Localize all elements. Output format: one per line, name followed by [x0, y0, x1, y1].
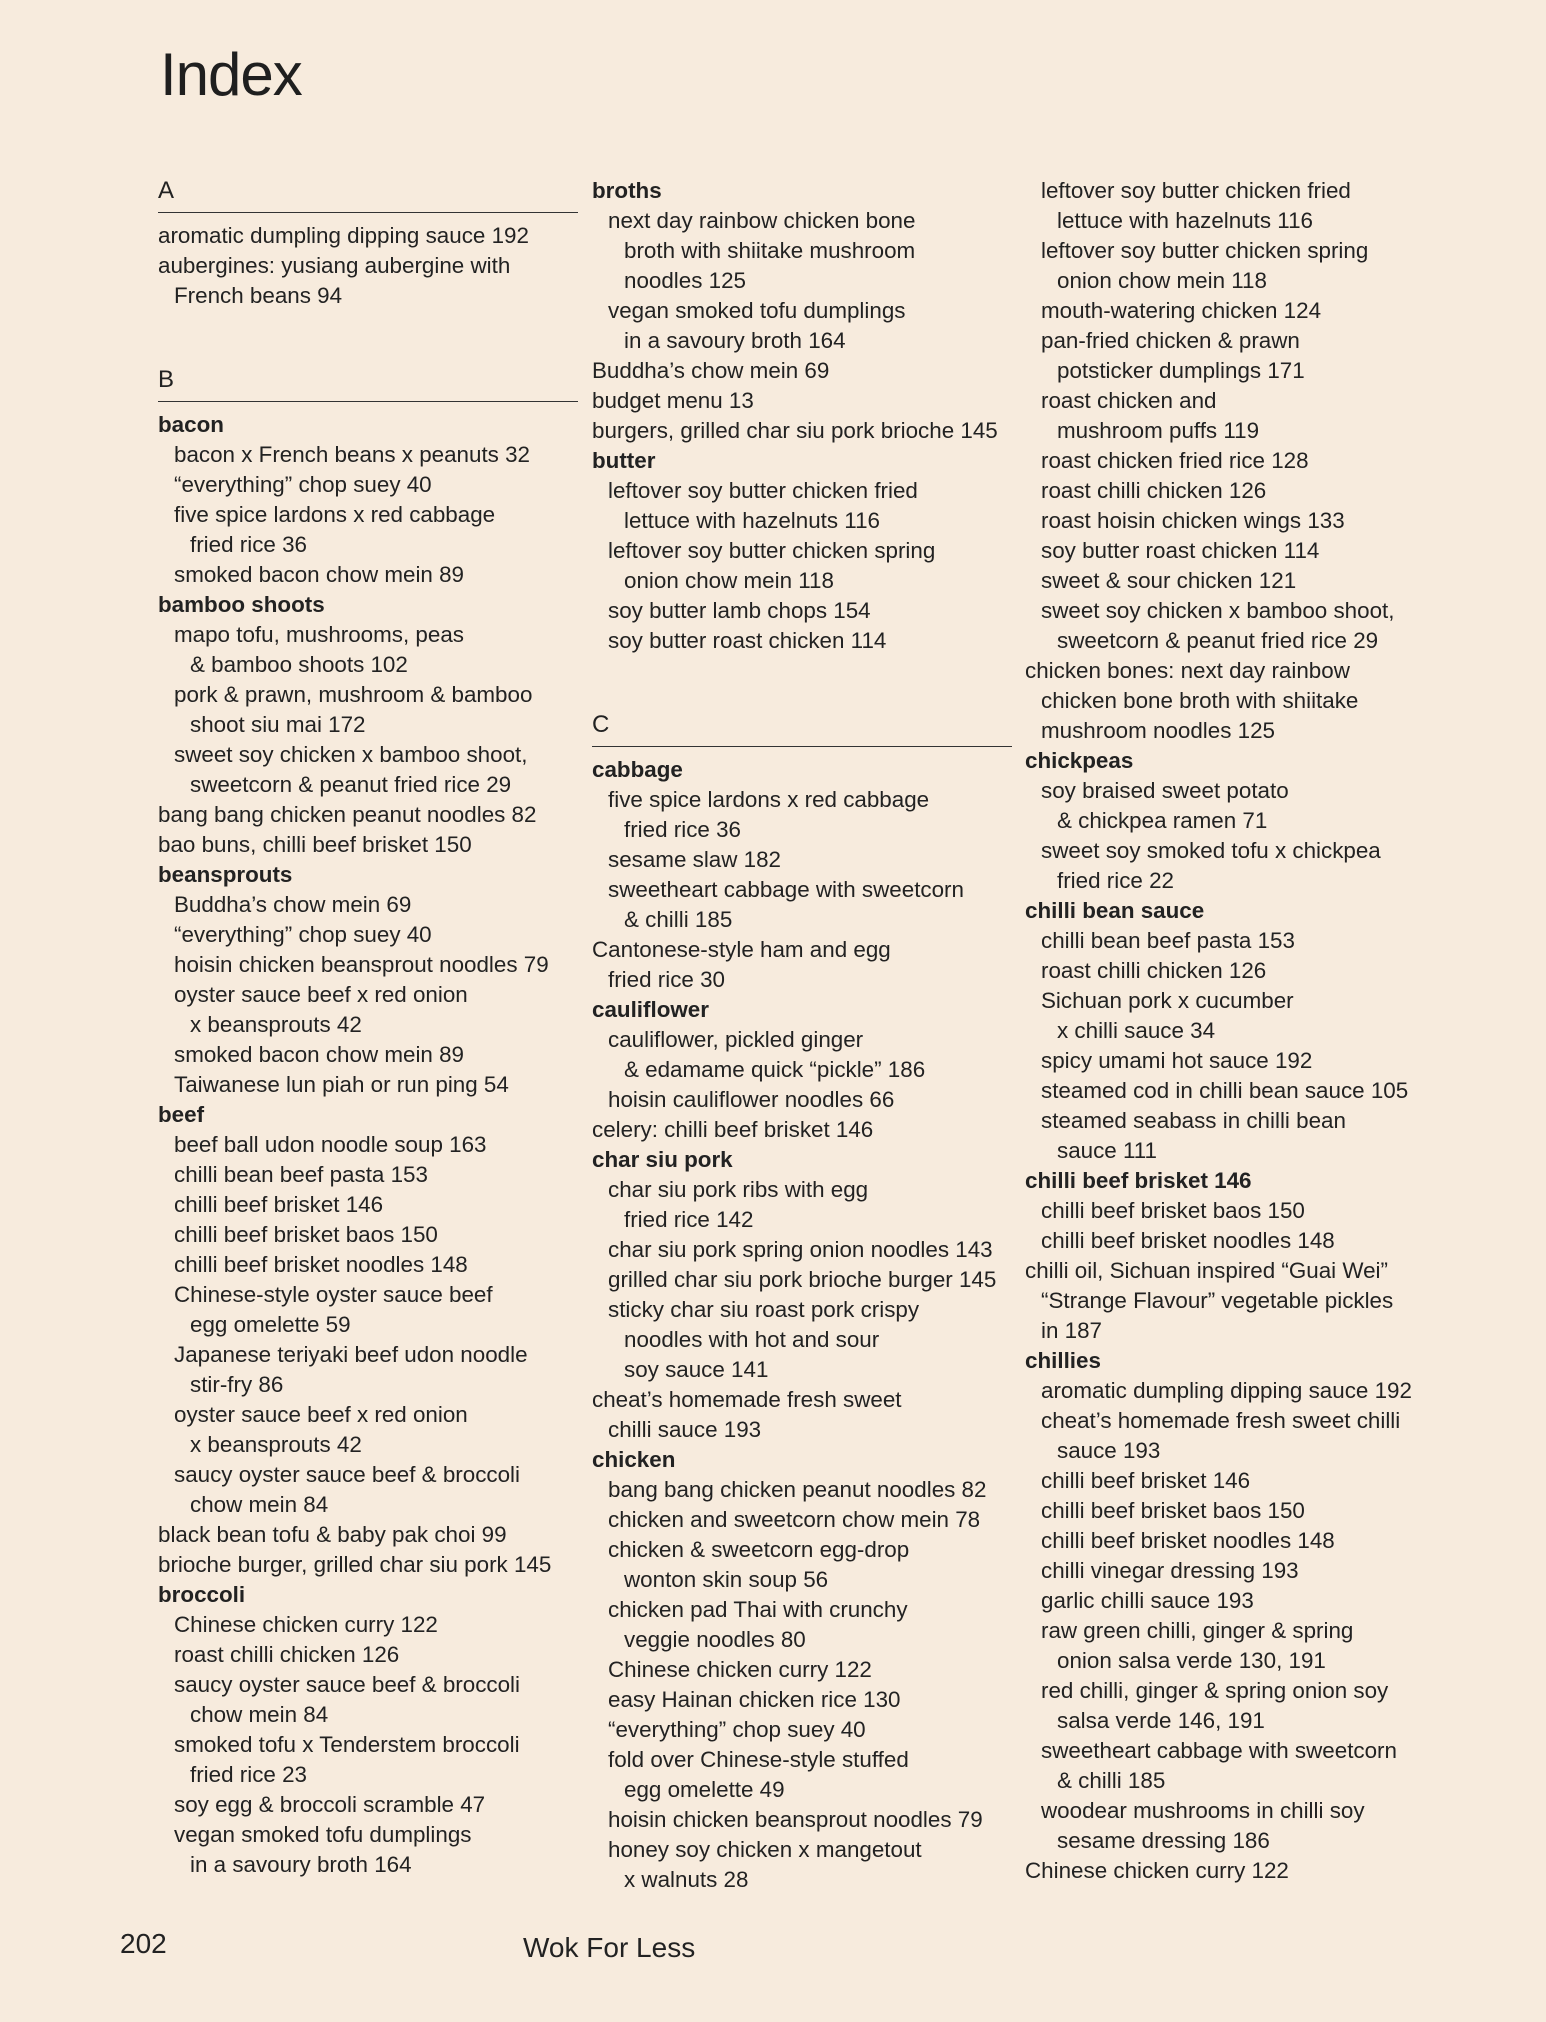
index-subentry — [592, 1025, 1012, 1085]
entry-line: five spice lardons x red cabbage — [174, 502, 496, 527]
entry-continuation-line: shoot siu mai 172 — [190, 712, 366, 737]
entry-continuation-line: chilli sauce 193 — [608, 1417, 762, 1442]
index-subentry — [1025, 386, 1445, 446]
entry-line: smoked tofu x Tenderstem broccoli — [174, 1732, 520, 1757]
index-entry — [1025, 656, 1445, 746]
index-subentry — [1025, 926, 1445, 956]
entry-line: roast chilli chicken 126 — [1041, 478, 1267, 503]
entry-line: grilled char siu pork brioche burger 145 — [608, 1267, 997, 1292]
entry-line: vegan smoked tofu dumplings — [174, 1822, 472, 1847]
entry-continuation-line: fried rice 30 — [608, 967, 725, 992]
entry-continuation-line: egg omelette 49 — [624, 1777, 785, 1802]
index-subentry — [1025, 566, 1445, 596]
entry-line: vegan smoked tofu dumplings — [608, 298, 906, 323]
entry-continuation-line: sesame dressing 186 — [1057, 1828, 1270, 1853]
index-subentry — [158, 1400, 578, 1460]
entry-continuation-line: & chilli 185 — [1057, 1768, 1166, 1793]
index-subentry — [1025, 1406, 1445, 1466]
entry-line: beef ball udon noodle soup 163 — [174, 1132, 487, 1157]
entry-line: sweet & sour chicken 121 — [1041, 568, 1297, 593]
entry-line: hoisin chicken beansprout noodles 79 — [608, 1807, 983, 1832]
index-entry — [158, 221, 578, 251]
entry-line: mapo tofu, mushrooms, peas — [174, 622, 464, 647]
entry-line: Chinese chicken curry 122 — [608, 1657, 872, 1682]
entry-line: chilli beef brisket 146 — [1025, 1168, 1252, 1193]
entry-line: raw green chilli, ginger & spring — [1041, 1618, 1354, 1643]
index-subentry — [592, 296, 1012, 356]
entry-line: soy braised sweet potato — [1041, 778, 1289, 803]
index-subentry — [1025, 476, 1445, 506]
entry-line: steamed seabass in chilli bean — [1041, 1108, 1346, 1133]
entry-continuation-line: egg omelette 59 — [190, 1312, 351, 1337]
entry-line: Cantonese-style ham and egg — [592, 937, 891, 962]
index-subentry — [1025, 1736, 1445, 1796]
entry-line: Chinese chicken curry 122 — [174, 1612, 438, 1637]
entry-continuation-line: chow mein 84 — [190, 1492, 329, 1517]
entry-line: hoisin cauliflower noodles 66 — [608, 1087, 895, 1112]
entry-line: cheat’s homemade fresh sweet — [592, 1387, 902, 1412]
entry-line: chilli vinegar dressing 193 — [1041, 1558, 1299, 1583]
index-subentry — [158, 470, 578, 500]
entry-line: bao buns, chilli beef brisket 150 — [158, 832, 472, 857]
entry-continuation-line: chow mein 84 — [190, 1702, 329, 1727]
entry-line: “everything” chop suey 40 — [174, 922, 432, 947]
index-subentry — [592, 1685, 1012, 1715]
entry-line: chicken pad Thai with crunchy — [608, 1597, 908, 1622]
index-subentry — [158, 620, 578, 680]
entry-line: easy Hainan chicken rice 130 — [608, 1687, 901, 1712]
index-subentry — [1025, 236, 1445, 296]
index-subentry — [592, 596, 1012, 626]
entry-continuation-line: mushroom noodles 125 — [1041, 718, 1275, 743]
entry-continuation-line: & edamame quick “pickle” 186 — [624, 1057, 926, 1082]
index-subentry — [592, 536, 1012, 596]
entry-line: cabbage — [592, 757, 683, 782]
entry-line: chilli bean beef pasta 153 — [174, 1162, 428, 1187]
index-subentry — [592, 1175, 1012, 1235]
entry-line: sesame slaw 182 — [608, 847, 781, 872]
entry-continuation-line: x walnuts 28 — [624, 1867, 749, 1892]
index-subentry — [1025, 1586, 1445, 1616]
entry-continuation-line: onion chow mein 118 — [624, 568, 834, 593]
index-subentry — [592, 1745, 1012, 1805]
entry-line: cheat’s homemade fresh sweet chilli — [1041, 1408, 1401, 1433]
entry-line: garlic chilli sauce 193 — [1041, 1588, 1254, 1613]
index-subentry — [1025, 536, 1445, 566]
entry-line: soy butter lamb chops 154 — [608, 598, 871, 623]
index-entry — [1025, 1256, 1445, 1346]
entry-line: chilli beef brisket 146 — [174, 1192, 384, 1217]
entry-continuation-line: salsa verde 146, 191 — [1057, 1708, 1265, 1733]
entry-line: oyster sauce beef x red onion — [174, 1402, 468, 1427]
index-subentry — [1025, 596, 1445, 656]
index-heading — [592, 176, 1012, 206]
entry-continuation-line: French beans 94 — [174, 283, 343, 308]
index-subentry — [1025, 446, 1445, 476]
entry-line: char siu pork spring onion noodles 143 — [608, 1237, 993, 1262]
entry-line: aromatic dumpling dipping sauce 192 — [158, 223, 529, 248]
index-subentry — [1025, 1076, 1445, 1106]
entry-continuation-line: & chilli 185 — [624, 907, 733, 932]
page-number: 202 — [120, 1928, 167, 1959]
index-heading — [1025, 746, 1445, 776]
index-subentry — [158, 1640, 578, 1670]
entry-continuation-line: sauce 111 — [1057, 1138, 1158, 1163]
index-subentry — [592, 626, 1012, 656]
entry-line: soy butter roast chicken 114 — [608, 628, 887, 653]
entry-continuation-line: stir-fry 86 — [190, 1372, 284, 1397]
index-subentry — [158, 1670, 578, 1730]
index-column-2 — [592, 176, 1012, 1895]
entry-line: fold over Chinese-style stuffed — [608, 1747, 909, 1772]
entry-line: Sichuan pork x cucumber — [1041, 988, 1294, 1013]
entry-continuation-line: in a savoury broth 164 — [624, 328, 846, 353]
index-heading — [1025, 1346, 1445, 1376]
entry-line: woodear mushrooms in chilli soy — [1041, 1798, 1365, 1823]
entry-continuation-line: sweetcorn & peanut fried rice 29 — [190, 772, 512, 797]
entry-continuation-line: soy sauce 141 — [624, 1357, 769, 1382]
index-subentry — [158, 740, 578, 800]
entry-continuation-line: in a savoury broth 164 — [190, 1852, 412, 1877]
index-subentry — [158, 890, 578, 920]
index-entry — [158, 830, 578, 860]
index-heading — [158, 860, 578, 890]
entry-continuation-line: & bamboo shoots 102 — [190, 652, 408, 677]
index-subentry — [592, 1505, 1012, 1535]
entry-line: “everything” chop suey 40 — [608, 1717, 866, 1742]
index-subentry — [158, 680, 578, 740]
entry-line: saucy oyster sauce beef & broccoli — [174, 1672, 520, 1697]
entry-line: leftover soy butter chicken fried — [1041, 178, 1351, 203]
index-heading — [592, 446, 1012, 476]
entry-line: bang bang chicken peanut noodles 82 — [608, 1477, 987, 1502]
entry-line: chilli bean sauce — [1025, 898, 1205, 923]
entry-line: Buddha’s chow mein 69 — [592, 358, 830, 383]
entry-line: leftover soy butter chicken spring — [608, 538, 936, 563]
index-heading — [592, 1445, 1012, 1475]
index-heading — [1025, 1166, 1445, 1196]
section-gap — [592, 656, 1012, 710]
index-subentry — [592, 206, 1012, 296]
entry-line: chicken — [592, 1447, 676, 1472]
entry-line: sticky char siu roast pork crispy — [608, 1297, 920, 1322]
index-subentry — [1025, 1196, 1445, 1226]
index-subentry — [1025, 1106, 1445, 1166]
index-subentry — [592, 1535, 1012, 1595]
entry-continuation-line: chicken bone broth with shiitake — [1041, 688, 1359, 713]
index-subentry — [158, 950, 578, 980]
index-subentry — [592, 1835, 1012, 1895]
index-subentry — [158, 1220, 578, 1250]
entry-line: chilli beef brisket 146 — [1041, 1468, 1251, 1493]
entry-continuation-line: fried rice 142 — [624, 1207, 754, 1232]
entry-line: next day rainbow chicken bone — [608, 208, 916, 233]
entry-line: chilli bean beef pasta 153 — [1041, 928, 1295, 953]
index-subentry — [158, 1160, 578, 1190]
entry-line: Chinese-style oyster sauce beef — [174, 1282, 493, 1307]
entry-line: Taiwanese lun piah or run ping 54 — [174, 1072, 509, 1097]
entry-line: smoked bacon chow mein 89 — [174, 1042, 464, 1067]
index-subentry — [158, 500, 578, 560]
entry-line: mouth-watering chicken 124 — [1041, 298, 1322, 323]
entry-line: sweet soy smoked tofu x chickpea — [1041, 838, 1381, 863]
index-subentry — [1025, 1556, 1445, 1586]
entry-line: chickpeas — [1025, 748, 1134, 773]
index-heading — [592, 755, 1012, 785]
entry-line: chilli beef brisket noodles 148 — [174, 1252, 468, 1277]
index-subentry — [158, 980, 578, 1040]
index-subentry — [158, 1460, 578, 1520]
entry-continuation-line: “Strange Flavour” vegetable pickles — [1041, 1288, 1394, 1313]
book-title: Wok For Less — [523, 1932, 696, 1963]
index-subentry — [1025, 1466, 1445, 1496]
index-subentry — [592, 1595, 1012, 1655]
entry-line: bamboo shoots — [158, 592, 325, 617]
entry-line: chilli beef brisket baos 150 — [1041, 1198, 1305, 1223]
entry-line: honey soy chicken x mangetout — [608, 1837, 922, 1862]
entry-continuation-line: sweetcorn & peanut fried rice 29 — [1057, 628, 1379, 653]
entry-continuation-line: x beansprouts 42 — [190, 1432, 362, 1457]
entry-line: sweetheart cabbage with sweetcorn — [1041, 1738, 1397, 1763]
index-subentry — [158, 1190, 578, 1220]
entry-line: beansprouts — [158, 862, 293, 887]
entry-continuation-line: fried rice 36 — [624, 817, 741, 842]
index-column-3 — [1025, 176, 1445, 1886]
entry-line: red chilli, ginger & spring onion soy — [1041, 1678, 1389, 1703]
index-subentry — [158, 1070, 578, 1100]
index-entry — [592, 386, 1012, 416]
index-subentry — [158, 1820, 578, 1880]
entry-line: roast chicken and — [1041, 388, 1217, 413]
entry-line: Japanese teriyaki beef udon noodle — [174, 1342, 528, 1367]
page-title: Index — [160, 41, 302, 108]
entry-line: chilli beef brisket noodles 148 — [1041, 1528, 1335, 1553]
index-subentry — [1025, 1376, 1445, 1406]
entry-line: chilli oil, Sichuan inspired “Guai Wei” — [1025, 1258, 1388, 1283]
index-subentry — [158, 1610, 578, 1640]
index-entry — [592, 356, 1012, 386]
entry-line: chicken and sweetcorn chow mein 78 — [608, 1507, 981, 1532]
entry-line: steamed cod in chilli bean sauce 105 — [1041, 1078, 1409, 1103]
entry-line: aubergines: yusiang aubergine with — [158, 253, 511, 278]
entry-line: butter — [592, 448, 656, 473]
entry-line: bacon x French beans x peanuts 32 — [174, 442, 530, 467]
index-subentry — [158, 1130, 578, 1160]
section-gap — [158, 311, 578, 365]
entry-line: smoked bacon chow mein 89 — [174, 562, 464, 587]
entry-line: broccoli — [158, 1582, 246, 1607]
index-heading — [158, 590, 578, 620]
entry-line: five spice lardons x red cabbage — [608, 787, 930, 812]
index-subentry — [158, 560, 578, 590]
index-subentry — [1025, 956, 1445, 986]
entry-line: soy egg & broccoli scramble 47 — [174, 1792, 486, 1817]
index-subentry — [1025, 1046, 1445, 1076]
index-subentry — [1025, 1496, 1445, 1526]
entry-line: chicken & sweetcorn egg-drop — [608, 1537, 910, 1562]
index-heading — [158, 1580, 578, 1610]
entry-line: roast chilli chicken 126 — [174, 1642, 400, 1667]
entry-line: spicy umami hot sauce 192 — [1041, 1048, 1313, 1073]
index-subentry — [1025, 176, 1445, 236]
index-entry — [592, 1115, 1012, 1145]
entry-line: char siu pork ribs with egg — [608, 1177, 869, 1202]
entry-line: brioche burger, grilled char siu pork 145 — [158, 1552, 552, 1577]
index-subentry — [592, 1805, 1012, 1835]
index-entry — [158, 251, 578, 311]
entry-line: sweetheart cabbage with sweetcorn — [608, 877, 964, 902]
index-subentry — [1025, 1676, 1445, 1736]
entry-line: Chinese chicken curry 122 — [1025, 1858, 1289, 1883]
index-subentry — [592, 845, 1012, 875]
index-subentry — [1025, 296, 1445, 326]
entry-continuation-line: veggie noodles 80 — [624, 1627, 806, 1652]
entry-continuation-line: onion salsa verde 130, 191 — [1057, 1648, 1326, 1673]
entry-continuation-line: wonton skin soup 56 — [624, 1567, 829, 1592]
entry-line: beef — [158, 1102, 205, 1127]
index-entry — [1025, 1856, 1445, 1886]
index-subentry — [158, 1790, 578, 1820]
entry-line: bang bang chicken peanut noodles 82 — [158, 802, 537, 827]
entry-line: pork & prawn, mushroom & bamboo — [174, 682, 533, 707]
entry-continuation-line: noodles with hot and sour — [624, 1327, 880, 1352]
index-heading — [592, 995, 1012, 1025]
index-heading — [158, 410, 578, 440]
index-subentry — [1025, 1796, 1445, 1856]
entry-continuation-line: x chilli sauce 34 — [1057, 1018, 1216, 1043]
entry-line: saucy oyster sauce beef & broccoli — [174, 1462, 520, 1487]
entry-line: roast chicken fried rice 128 — [1041, 448, 1309, 473]
entry-line: budget menu 13 — [592, 388, 754, 413]
entry-line: leftover soy butter chicken spring — [1041, 238, 1369, 263]
index-subentry — [1025, 1616, 1445, 1676]
index-subentry — [592, 476, 1012, 536]
index-entry — [158, 800, 578, 830]
entry-line: chillies — [1025, 1348, 1101, 1373]
index-subentry — [592, 1475, 1012, 1505]
entry-line: burgers, grilled char siu pork brioche 145 — [592, 418, 998, 443]
index-subentry — [1025, 326, 1445, 386]
index-subentry — [592, 1235, 1012, 1265]
entry-continuation-line: lettuce with hazelnuts 116 — [1057, 208, 1313, 233]
index-subentry — [592, 1085, 1012, 1115]
index-subentry — [1025, 776, 1445, 836]
entry-line: broths — [592, 178, 662, 203]
entry-line: chilli beef brisket baos 150 — [1041, 1498, 1305, 1523]
entry-continuation-line: mushroom puffs 119 — [1057, 418, 1260, 443]
entry-continuation-line: x beansprouts 42 — [190, 1012, 362, 1037]
index-subentry — [592, 785, 1012, 845]
entry-continuation-line: fried rice 23 — [190, 1762, 307, 1787]
entry-line: leftover soy butter chicken fried — [608, 478, 918, 503]
entry-continuation-line: fried rice 22 — [1057, 868, 1174, 893]
entry-continuation-line: noodles 125 — [624, 268, 747, 293]
index-subentry — [1025, 1226, 1445, 1256]
entry-line: oyster sauce beef x red onion — [174, 982, 468, 1007]
entry-line: bacon — [158, 412, 224, 437]
section-letter: B — [158, 365, 578, 402]
section-letter: C — [592, 710, 1012, 747]
entry-line: roast chilli chicken 126 — [1041, 958, 1267, 983]
entry-continuation-line: sauce 193 — [1057, 1438, 1161, 1463]
entry-continuation-line: fried rice 36 — [190, 532, 307, 557]
entry-line: soy butter roast chicken 114 — [1041, 538, 1320, 563]
entry-line: chilli beef brisket noodles 148 — [1041, 1228, 1335, 1253]
entry-continuation-line: in 187 — [1041, 1318, 1103, 1343]
section-letter: A — [158, 176, 578, 213]
entry-line: aromatic dumpling dipping sauce 192 — [1041, 1378, 1412, 1403]
index-entry — [592, 416, 1012, 446]
index-entry — [158, 1520, 578, 1550]
entry-line: Buddha’s chow mein 69 — [174, 892, 412, 917]
index-entry — [158, 1550, 578, 1580]
entry-line: sweet soy chicken x bamboo shoot, — [174, 742, 528, 767]
entry-line: roast hoisin chicken wings 133 — [1041, 508, 1345, 533]
entry-line: cauliflower — [592, 997, 709, 1022]
index-column-1 — [158, 176, 578, 1880]
entry-line: sweet soy chicken x bamboo shoot, — [1041, 598, 1395, 623]
index-subentry — [158, 1280, 578, 1340]
index-subentry — [158, 1730, 578, 1790]
index-subentry — [1025, 836, 1445, 896]
entry-line: pan-fried chicken & prawn — [1041, 328, 1300, 353]
index-subentry — [158, 1340, 578, 1400]
index-entry — [592, 935, 1012, 995]
entry-continuation-line: lettuce with hazelnuts 116 — [624, 508, 880, 533]
index-subentry — [1025, 986, 1445, 1046]
index-subentry — [592, 1715, 1012, 1745]
entry-line: celery: chilli beef brisket 146 — [592, 1117, 874, 1142]
entry-continuation-line: broth with shiitake mushroom — [624, 238, 916, 263]
entry-line: cauliflower, pickled ginger — [608, 1027, 864, 1052]
entry-line: char siu pork — [592, 1147, 733, 1172]
entry-line: hoisin chicken beansprout noodles 79 — [174, 952, 549, 977]
index-subentry — [158, 1040, 578, 1070]
index-subentry — [592, 1265, 1012, 1295]
entry-line: chilli beef brisket baos 150 — [174, 1222, 438, 1247]
entry-line: chicken bones: next day rainbow — [1025, 658, 1350, 683]
index-heading — [1025, 896, 1445, 926]
index-subentry — [158, 1250, 578, 1280]
index-subentry — [158, 920, 578, 950]
index-heading — [592, 1145, 1012, 1175]
index-subentry — [592, 875, 1012, 935]
entry-continuation-line: onion chow mein 118 — [1057, 268, 1267, 293]
entry-continuation-line: potsticker dumplings 171 — [1057, 358, 1305, 383]
index-subentry — [1025, 1526, 1445, 1556]
index-heading — [158, 1100, 578, 1130]
entry-continuation-line: & chickpea ramen 71 — [1057, 808, 1268, 833]
entry-line: black bean tofu & baby pak choi 99 — [158, 1522, 507, 1547]
index-subentry — [592, 1295, 1012, 1385]
entry-line: “everything” chop suey 40 — [174, 472, 432, 497]
index-subentry — [158, 440, 578, 470]
index-subentry — [1025, 506, 1445, 536]
index-subentry — [592, 1655, 1012, 1685]
index-entry — [592, 1385, 1012, 1445]
